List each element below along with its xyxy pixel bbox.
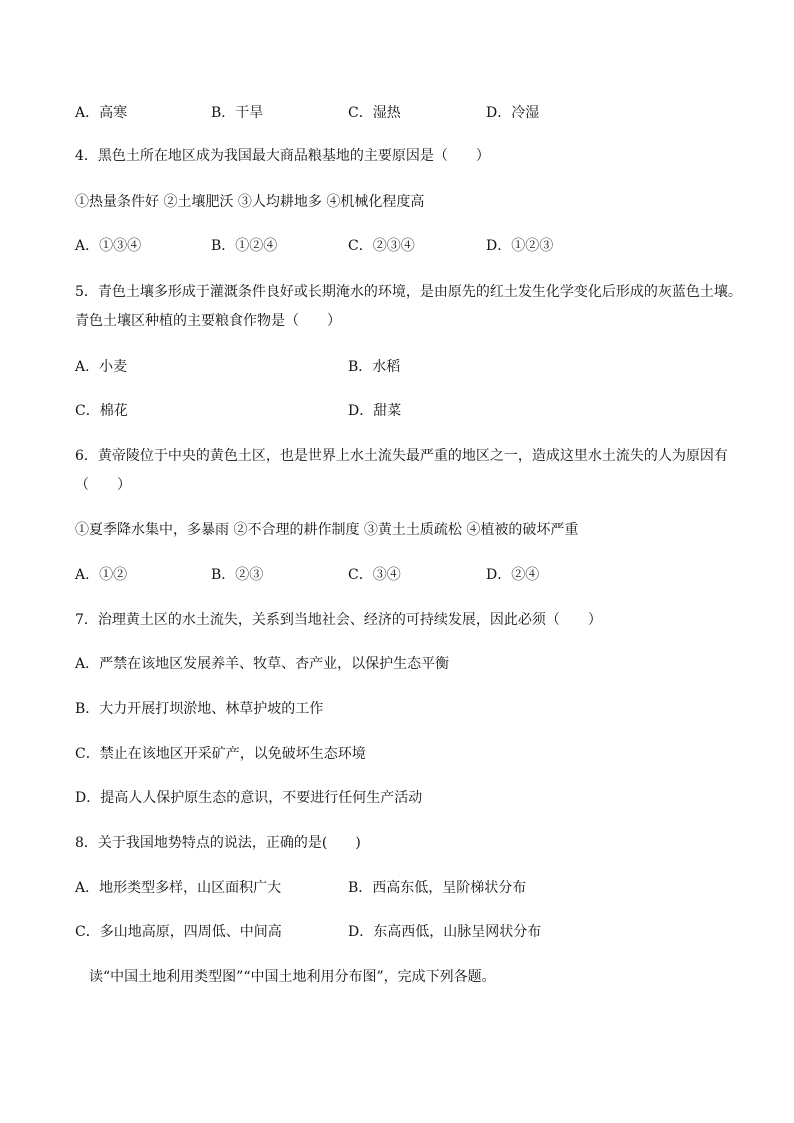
q4-option-d: D．①②③ [486, 238, 554, 254]
q6-stem-line1: 6．黄帝陵位于中央的黄色土区，也是世界上水土流失最严重的地区之一，造成这里水土流失的人为原因有 [75, 448, 728, 464]
q3-option-c: C．湿热 [348, 105, 401, 121]
q7-option-c: C．禁止在该地区开采矿产，以免破坏生态环境 [75, 746, 366, 762]
q8-option-b: B．西高东低，呈阶梯状分布 [348, 880, 527, 896]
q8-option-a: A．地形类型多样，山区面积广大 [75, 880, 282, 896]
q8-stem: 8．关于我国地势特点的说法，正确的是( ) [75, 835, 361, 851]
q4-stem: 4．黑色土所在地区成为我国最大商品粮基地的主要原因是（ ） [75, 148, 490, 164]
q6-option-c: C．③④ [348, 567, 401, 583]
q5-stem-line1: 5．青色土壤多形成于灌溉条件良好或长期淹水的环境，是由原先的红土发生化学变化后形成的灰蓝色土壤。 [75, 284, 742, 300]
q4-option-a: A．①③④ [75, 238, 142, 254]
q7-option-a: A．严禁在该地区发展养羊、牧草、杏产业，以保护生态平衡 [75, 656, 450, 672]
q7-option-d: D．提高人人保护原生态的意识，不要进行任何生产活动 [75, 790, 423, 806]
q4-statements: ①热量条件好 ②土壤肥沃 ③人均耕地多 ④机械化程度高 [75, 194, 425, 210]
q3-option-b: B．干旱 [211, 105, 264, 121]
q8-option-d: D．东高西低，山脉呈网状分布 [348, 924, 542, 940]
q7-option-b: B．大力开展打坝淤地、林草护坡的工作 [75, 701, 324, 717]
q5-option-d: D．甜菜 [348, 403, 402, 419]
reading-instruction: 读“中国土地利用类型图”“中国土地利用分布图”，完成下列各题。 [89, 969, 496, 985]
q3-option-d: D．冷湿 [486, 105, 540, 121]
q6-option-b: B．②③ [211, 567, 264, 583]
q5-option-a: A．小麦 [75, 359, 128, 375]
q5-option-b: B．水稻 [348, 359, 401, 375]
q8-option-c: C．多山地高原，四周低、中间高 [75, 924, 282, 940]
q3-option-a: A．高寒 [75, 105, 128, 121]
q6-option-d: D．②④ [486, 567, 540, 583]
q5-stem-line2: 青色土壤区种植的主要粮食作物是（ ） [75, 313, 341, 329]
q4-option-b: B．①②④ [211, 238, 278, 254]
q4-option-c: C．②③④ [348, 238, 415, 254]
q5-option-c: C．棉花 [75, 403, 128, 419]
q7-stem: 7．治理黄土区的水土流失，关系到当地社会、经济的可持续发展，因此必须（ ） [75, 612, 602, 628]
q6-stem-line2: （ ） [75, 477, 131, 493]
q6-option-a: A．①② [75, 567, 128, 583]
q6-statements: ①夏季降水集中，多暴雨 ②不合理的耕作制度 ③黄土土质疏松 ④植被的破坏严重 [75, 522, 579, 538]
